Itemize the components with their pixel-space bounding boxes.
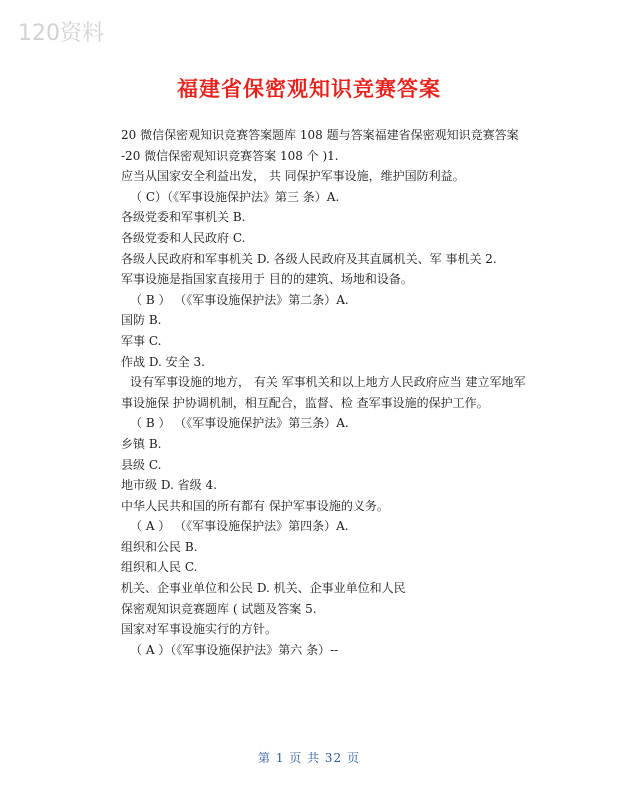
- body-line: 军事 C.: [121, 333, 162, 348]
- body-line: 20 微信保密观知识竞赛答案题库 108 题与答案福建省保密观知识竞赛答案: [121, 128, 519, 142]
- body-line: 机关、企事业单位和公民 D. 机关、企事业单位和人民: [121, 581, 406, 596]
- body-line: 应当从国家安全利益出发， 共 同保护军事设施，维护国防利益。: [121, 169, 465, 184]
- page-number: 第 1 页 共 32 页: [258, 751, 360, 765]
- watermark-text: 120资料: [18, 21, 104, 46]
- document-body: [121, 125, 541, 660]
- body-line: （ C）（《军事设施保护法》第三 条）A.: [130, 189, 340, 204]
- body-line: 作战 D. 安全 3.: [121, 354, 205, 369]
- body-line: 组织和公民 B.: [121, 539, 198, 554]
- body-line: 中华人民共和国的所有都有 保护军事设施的义务。: [121, 498, 389, 513]
- body-line: -20 微信保密观知识竞赛答案 108 个 )1.: [121, 148, 339, 163]
- body-line: 地市级 D. 省级 4.: [121, 478, 217, 493]
- body-line: 设有军事设施的地方， 有关 军事机关和以上地方人民政府应当 建立军地军: [130, 375, 526, 390]
- body-line: （ B ） （《军事设施保护法》第二条）A.: [130, 292, 349, 307]
- body-line: 保密观知识竞赛题库 ( 试题及答案 5.: [121, 601, 317, 616]
- body-line: 各级党委和军事机关 B.: [121, 210, 246, 225]
- body-line: 军事设施是指国家直接用于 目的的建筑、场地和设备。: [121, 272, 413, 287]
- body-line: 国防 B.: [121, 313, 162, 328]
- body-line: 各级党委和人民政府 C.: [121, 230, 246, 245]
- body-line: 国家对军事设施实行的方针。: [121, 622, 278, 637]
- document-title: 福建省保密观知识竞赛答案: [177, 77, 441, 101]
- body-line: 乡镇 B.: [121, 436, 162, 451]
- body-line: （ A ） （《军事设施保护法》第四条）A.: [130, 519, 349, 534]
- body-line: 各级人民政府和军事机关 D. 各级人民政府及其直属机关、军 事机关 2.: [121, 251, 497, 266]
- body-line: 事设施保 护协调机制，相互配合，监督、检 查军事设施的保护工作。: [121, 395, 489, 410]
- body-line: 县级 C.: [121, 457, 162, 472]
- body-line: （ A ）（《军事设施保护法》第六 条）--: [130, 642, 339, 657]
- body-line: （ B ） （《军事设施保护法》第三条）A.: [130, 416, 349, 431]
- body-line: 组织和人民 C.: [121, 560, 198, 575]
